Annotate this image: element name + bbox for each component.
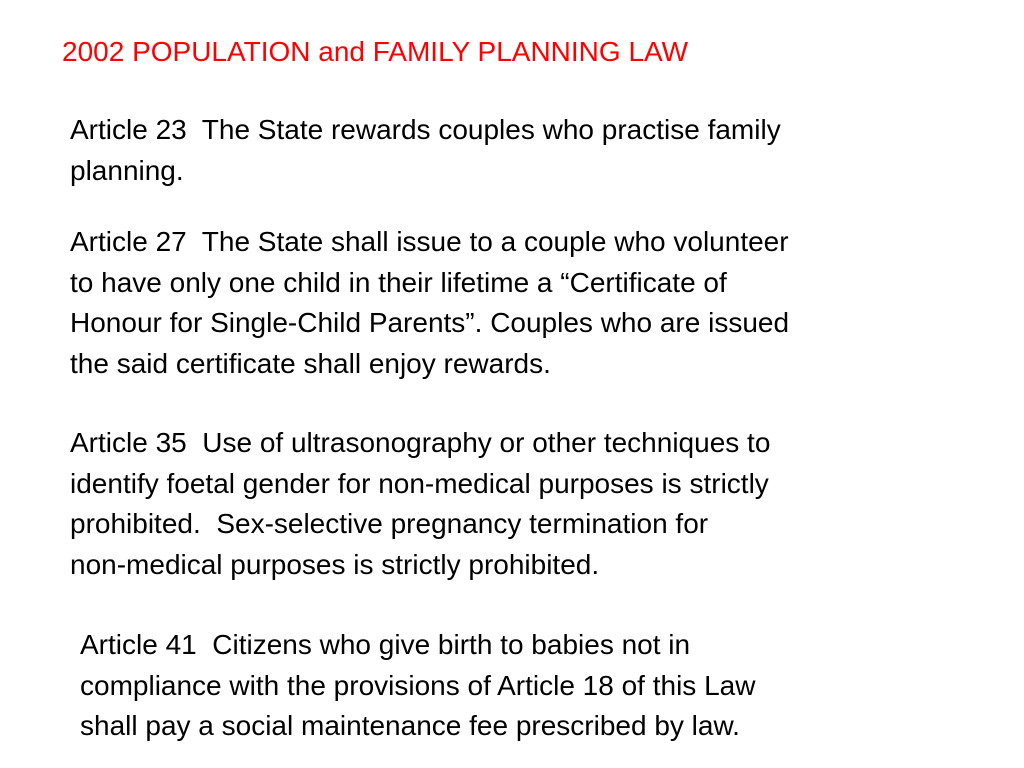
article-27-text bbox=[70, 222, 789, 384]
slide-title: 2002 POPULATION and FAMILY PLANNING LAW bbox=[62, 36, 689, 67]
article-41-line: Article 41 Citizens who give birth to babies not in bbox=[80, 629, 691, 660]
article-35-line: prohibited. Sex-selective pregnancy termination for bbox=[70, 508, 709, 539]
article-35-line: non-medical purposes is strictly prohibited. bbox=[70, 548, 600, 580]
article-35-text bbox=[70, 423, 770, 585]
article-23-line: Article 23 The State rewards couples who practise family bbox=[70, 114, 781, 145]
article-41-line: compliance with the provisions of Article 18 of this Law bbox=[80, 669, 756, 701]
article-27-line: to have only one child in their lifetime a “Certificate of bbox=[70, 266, 727, 298]
article-23-text bbox=[70, 110, 781, 191]
article-27-line: Article 27 The State shall issue to a couple who volunteer bbox=[70, 226, 789, 257]
article-35-line: Article 35 Use of ultrasonography or other techniques to bbox=[70, 427, 771, 458]
article-41-line: shall pay a social maintenance fee prescribed by law. bbox=[80, 710, 740, 741]
article-41-text bbox=[80, 625, 755, 747]
article-27-line: the said certificate shall enjoy rewards. bbox=[70, 347, 551, 379]
article-23-line: planning. bbox=[70, 154, 184, 186]
article-27-line: Honour for Single-Child Parents”. Couples who are issued bbox=[70, 307, 790, 338]
article-35-line: identify foetal gender for non-medical purposes is strictly bbox=[70, 467, 769, 499]
